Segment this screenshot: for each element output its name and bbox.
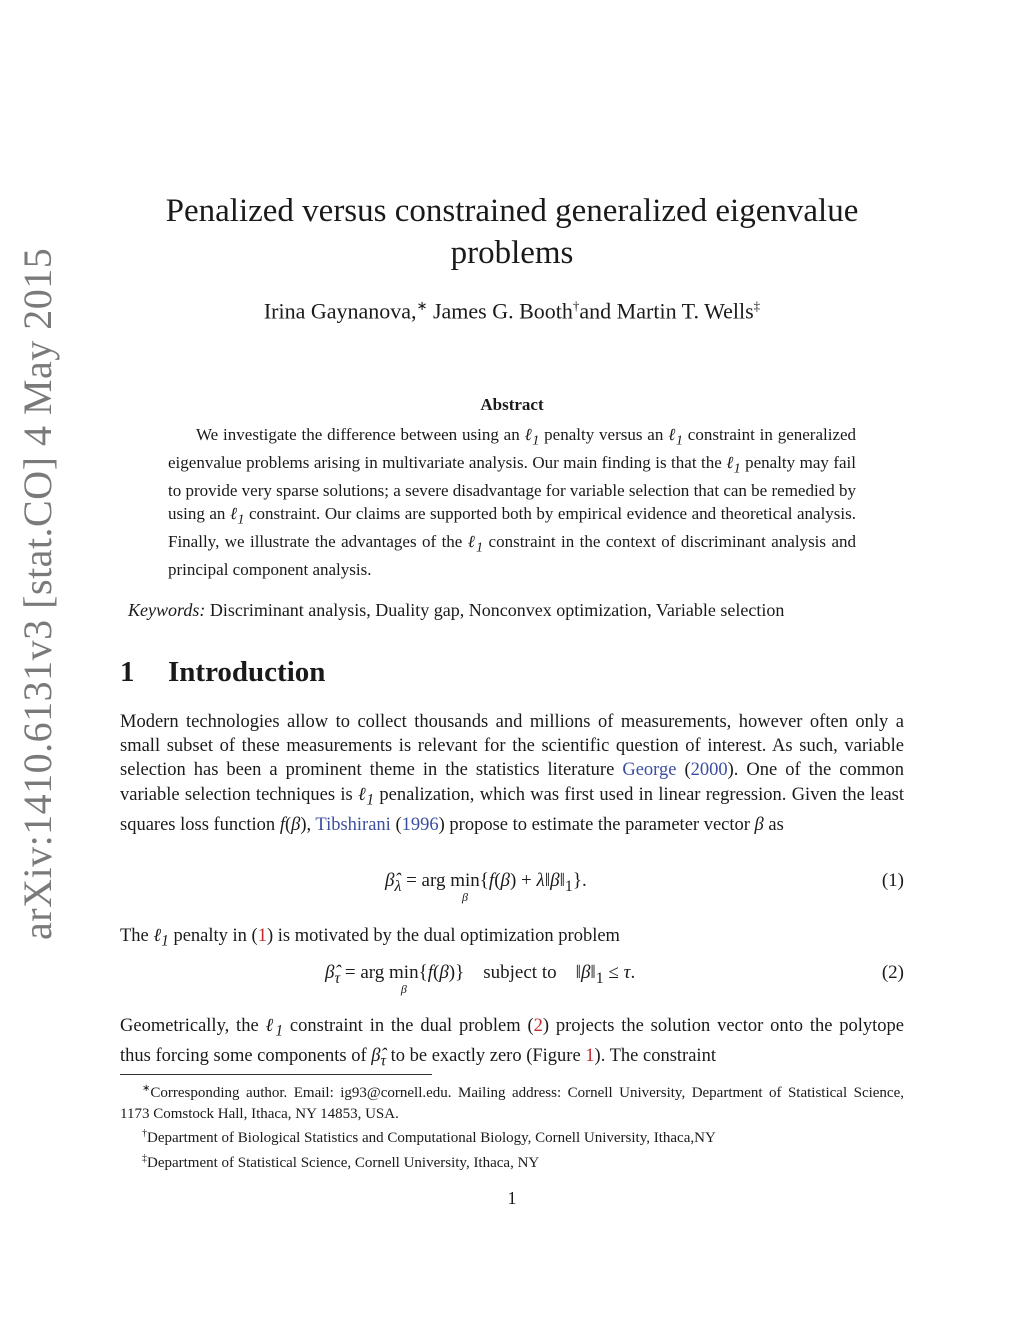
abstract-text: constraint in generalized eigenvalue problems arising in multivariate analysis. Our main finding is that the [168,425,857,473]
footnotes [120,1079,904,1173]
title-line-2: problems [450,235,574,271]
footnote-2-text: Department of Biological Statistics and Computational Biology, Cornell University, Ithaca,NY [147,1130,716,1146]
author-3-footnote-mark: ‡ [753,298,761,313]
footnote-1 [120,1079,904,1124]
paragraph-text: is motivated by the dual optimization problem [277,926,620,946]
equation-2-number: (2) [881,962,904,983]
author-2-footnote-mark: † [572,298,580,313]
citation-link-tibshirani[interactable]: Tibshirani [315,814,391,835]
keywords-label: Keywords: [128,600,206,620]
beta-symbol: β [754,814,764,835]
l1-symbol: ℓ$_1$ [467,531,484,556]
paragraph-text: as [768,814,784,835]
abstract-heading: Abstract [480,395,544,414]
footnote-3-mark: ‡ [142,1152,147,1164]
abstract-body [168,424,856,582]
paragraph-text: to be exactly zero (Figure [390,1045,581,1066]
paragraph-text: penalty in [173,926,247,946]
paragraph-text: The [120,926,149,946]
author-2: James G. Booth [432,298,573,324]
citation-year-tibshirani[interactable]: 1996 [401,814,439,835]
citation-year-george[interactable]: 2000 [690,760,728,781]
equation-1-body: $\betâ_\lambda$ = arg min β $\{f(\beta) + \lambda‖\beta‖_1\}$. [385,870,587,904]
loss-function-symbol: f [279,814,285,835]
paragraph-text: penalization, which was first used in linear regression. Given the least squares loss function [120,784,905,835]
paragraph-text: Geometrically, the [120,1016,259,1036]
citation-link-george[interactable]: George [622,760,677,781]
l1-symbol: ℓ$_1$ [726,453,741,477]
keywords [128,600,908,621]
beta-tau-hat-symbol: $\betâ_\tau$ [371,1045,386,1070]
title-line-1: Penalized versus constrained generalized eigenvalue [165,193,859,229]
page-number: 1 [507,1188,517,1208]
footnote-2 [120,1124,904,1149]
abstract-text: constraint in the context of discriminant analysis and principal component analysis. [168,531,856,580]
figure-1-reference-link[interactable]: 1 [585,1045,595,1066]
footnote-3-text: Department of Statistical Science, Cornell University, Ithaca, NY [147,1154,540,1171]
footnote-1-mark: ∗ [142,1083,151,1094]
keywords-list: Discriminant analysis, Duality gap, Nonconvex optimization, Variable selection [209,600,785,620]
abstract-text: We investigate the difference between using an [196,425,520,444]
paragraph-text: constraint in the dual problem [289,1016,521,1036]
paper-title [120,190,904,274]
section-heading-introduction [120,656,325,689]
intro-paragraph-3: Geometrically, the ℓ$_1$ constraint in the dual problem (2) projects the solution vector onto the polytope thus forcing some components of $\betâ_\tau$ to be exactly zero (Figure 1). The constraint [120,1016,904,1070]
abstract-text: penalty may fail to provide very sparse solutions; a severe disadvantage for variable selection that can be remedied by using an [168,453,856,523]
author-1: Irina Gaynanova, [263,298,417,324]
paragraph-text: projects the solution vector onto the polytope thus forcing some components of [120,1016,904,1066]
intro-paragraph-1: Modern technologies allow to collect thousands and millions of measurements, however often only a small subset of these measurements is relevant for the scientific question of interest. As such, variable selection has been a prominent theme in the statistics literature George (2000). One of the common variable selection techniques is ℓ$_1$ penalization, which was first used in linear regression. Given the least squares loss function f(β), Tibshirani (1996) propose to estimate the parameter vector β as [120,712,905,835]
section-number: 1 [120,656,135,688]
author-3: and Martin T. Wells [579,298,754,324]
paragraph-text: Modern technologies allow to collect thousands and millions of measurements, however often only a small subset of these measurements is relevant for the scientific question of interest. As such, variable selection has been a prominent theme in the statistics literature [120,712,904,781]
l1-symbol: ℓ$_1$ [229,503,245,528]
l1-symbol: ℓ$_1$ [524,425,540,449]
paragraph-text: ). The constraint [594,1045,716,1066]
abstract-text: penalty versus an [544,425,664,444]
intro-paragraph-2: The ℓ$_1$ penalty in (1) is motivated by the dual optimization problem [120,926,620,950]
footnote-divider [120,1074,432,1075]
arxiv-identifier-stamp: arXiv:1410.6131v3 [stat.CO] 4 May 2015 [15,247,60,940]
l1-symbol: ℓ$_1$ [265,1016,284,1040]
footnote-2-mark: † [142,1128,147,1139]
subject-to-text: subject to [483,962,557,983]
author-list [120,298,904,324]
paragraph-text: One of the common variable selection techniques is [120,760,904,805]
equation-2-body: $\betâ_\tau$ = arg min β {f(β)} subject to $‖\beta‖_1 \le \tau$. [325,962,636,996]
footnote-3 [120,1149,904,1174]
section-title: Introduction [168,656,326,688]
abstract-text: constraint. Our claims are supported both by empirical evidence and theoretical analysis. Finally, we illustrate the advantages of the [168,503,857,551]
author-1-footnote-mark: ∗ [416,298,428,313]
paragraph-text: propose to estimate the parameter vector [449,814,750,835]
l1-symbol: ℓ$_1$ [668,425,683,449]
footnote-1-text: Corresponding author. Email: ig93@cornell.edu. Mailing address: Cornell University, Department of Statistical Science, 1173 Comstock Hall, Ithaca, NY 14853, USA. [120,1085,904,1122]
l1-symbol: ℓ$_1$ [358,784,375,809]
equation-1-number: (1) [881,870,904,891]
equation-1-reference-link[interactable]: 1 [257,926,267,946]
l1-symbol: ℓ$_1$ [153,926,169,950]
equation-2-reference-link[interactable]: 2 [533,1016,543,1036]
